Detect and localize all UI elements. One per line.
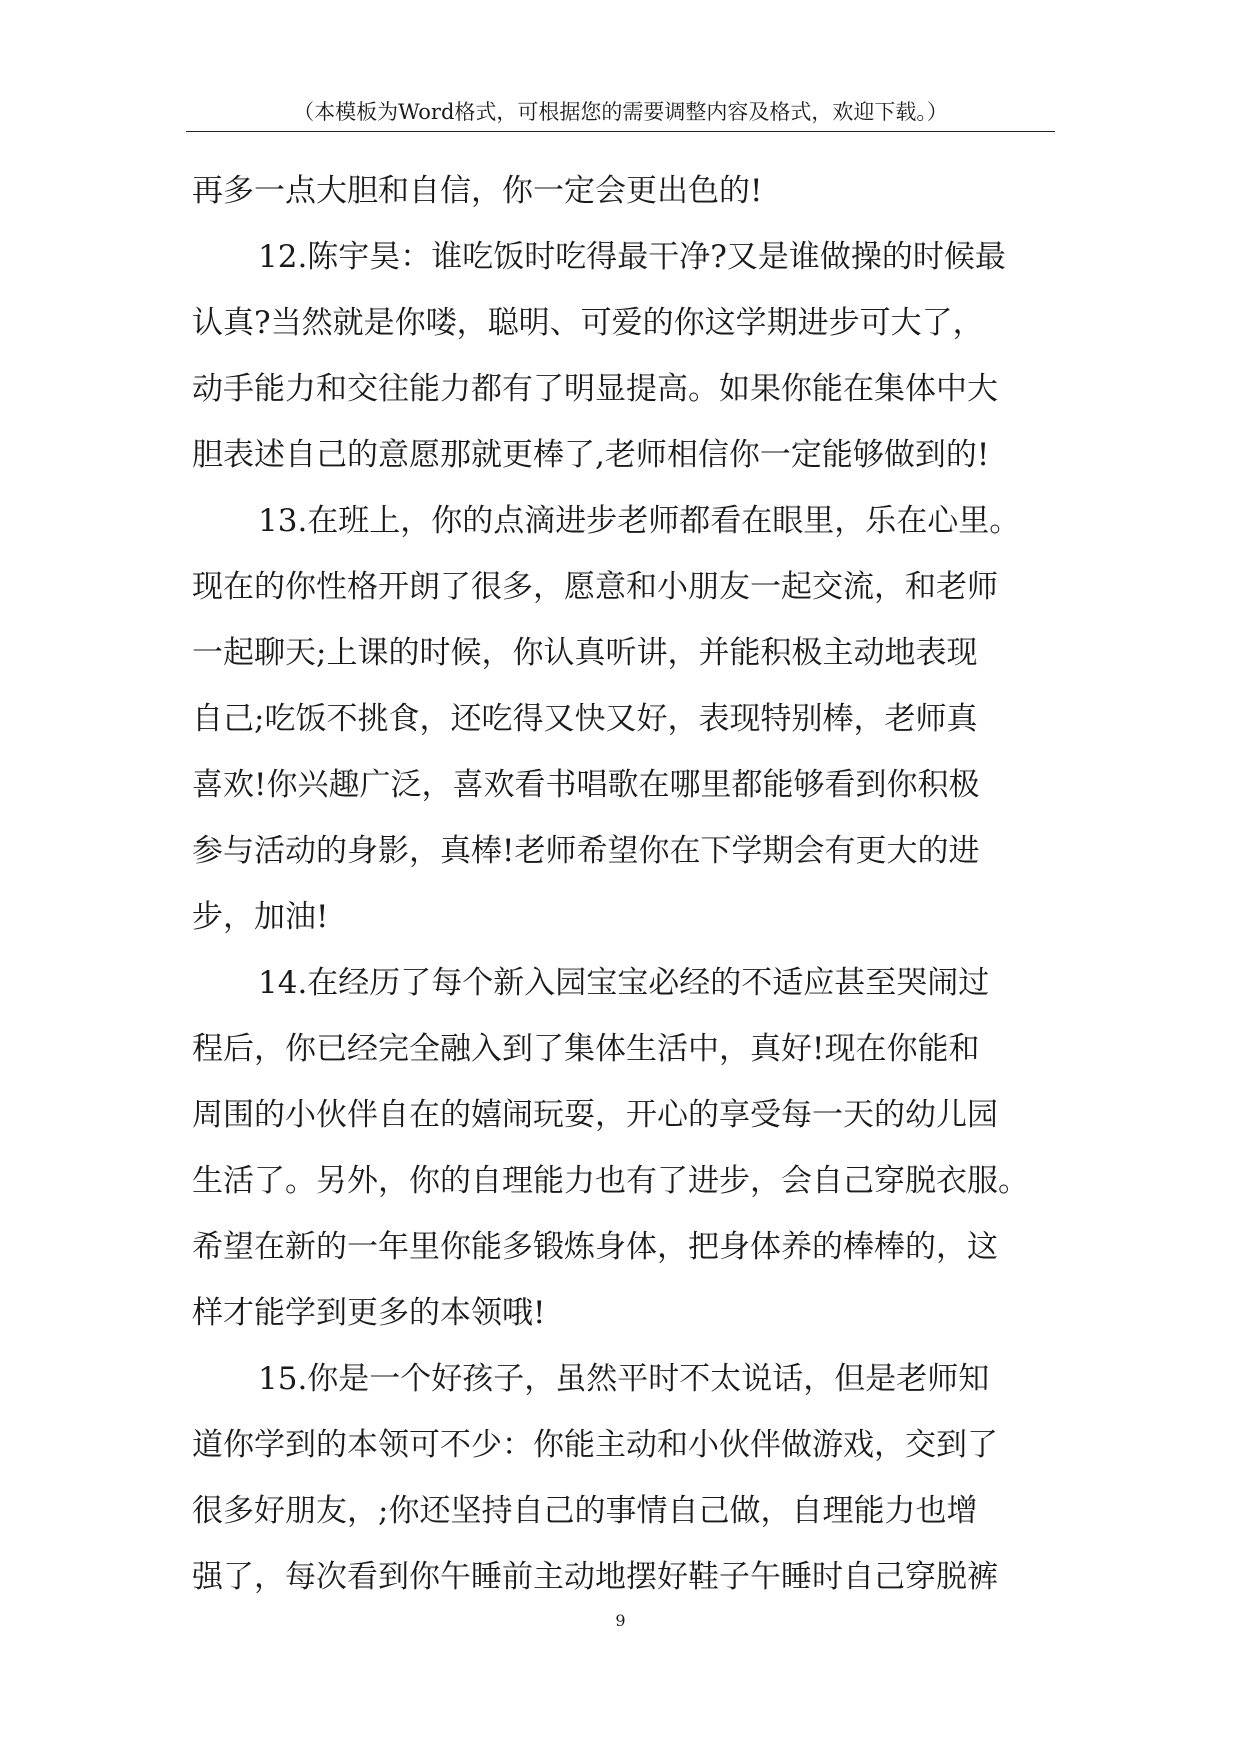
text-line: 希望在新的一年里你能多锻炼身体，把身体养的棒棒的，这 (192, 1229, 998, 1265)
text-line: 程后，你已经完全融入到了集体生活中，真好!现在你能和 (192, 1031, 980, 1067)
text-line: 12.陈宇昊：谁吃饭时吃得最干净?又是谁做操的时候最 (258, 239, 1006, 275)
text-line: 道你学到的本领可不少：你能主动和小伙伴做游戏，交到了 (192, 1427, 998, 1463)
text-line: 认真?当然就是你喽，聪明、可爱的你这学期进步可大了， (192, 305, 984, 341)
text-line: 14.在经历了每个新入园宝宝必经的不适应甚至哭闹过 (258, 965, 990, 1001)
text-line: 现在的你性格开朗了很多，愿意和小朋友一起交流，和老师 (192, 569, 998, 605)
text-line: 很多好朋友，;你还坚持自己的事情自己做，自理能力也增 (192, 1493, 978, 1529)
text-line: 再多一点大胆和自信，你一定会更出色的! (192, 173, 763, 209)
text-line: 周围的小伙伴自在的嬉闹玩耍，开心的享受每一天的幼儿园 (192, 1097, 998, 1133)
body-text (192, 158, 1092, 1610)
header-note: （本模板为Word格式，可根据您的需要调整内容及格式，欢迎下载。） (293, 100, 948, 124)
text-line: 自己;吃饭不挑食，还吃得又快又好，表现特别棒，老师真 (192, 701, 978, 737)
text-line: 动手能力和交往能力都有了明显提高。如果你能在集体中大 (192, 371, 998, 407)
page-number: 9 (615, 1611, 626, 1630)
text-line: 一起聊天;上课的时候，你认真听讲，并能积极主动地表现 (192, 635, 978, 671)
header-divider (186, 131, 1055, 132)
text-line: 13.在班上，你的点滴进步老师都看在眼里，乐在心里。 (258, 503, 1021, 539)
text-line: 参与活动的身影，真棒!老师希望你在下学期会有更大的进 (192, 833, 980, 869)
text-line: 喜欢!你兴趣广泛，喜欢看书唱歌在哪里都能够看到你积极 (192, 767, 980, 803)
text-line: 步，加油! (192, 899, 329, 935)
text-line: 15.你是一个好孩子，虽然平时不太说话，但是老师知 (258, 1361, 990, 1397)
text-line: 生活了。另外，你的自理能力也有了进步，会自己穿脱衣服。 (192, 1163, 1029, 1199)
text-line: 胆表述自己的意愿那就更棒了,老师相信你一定能够做到的! (192, 437, 990, 473)
text-line: 强了，每次看到你午睡前主动地摆好鞋子午睡时自己穿脱裤 (192, 1559, 998, 1595)
text-line: 样才能学到更多的本领哦! (192, 1295, 546, 1331)
